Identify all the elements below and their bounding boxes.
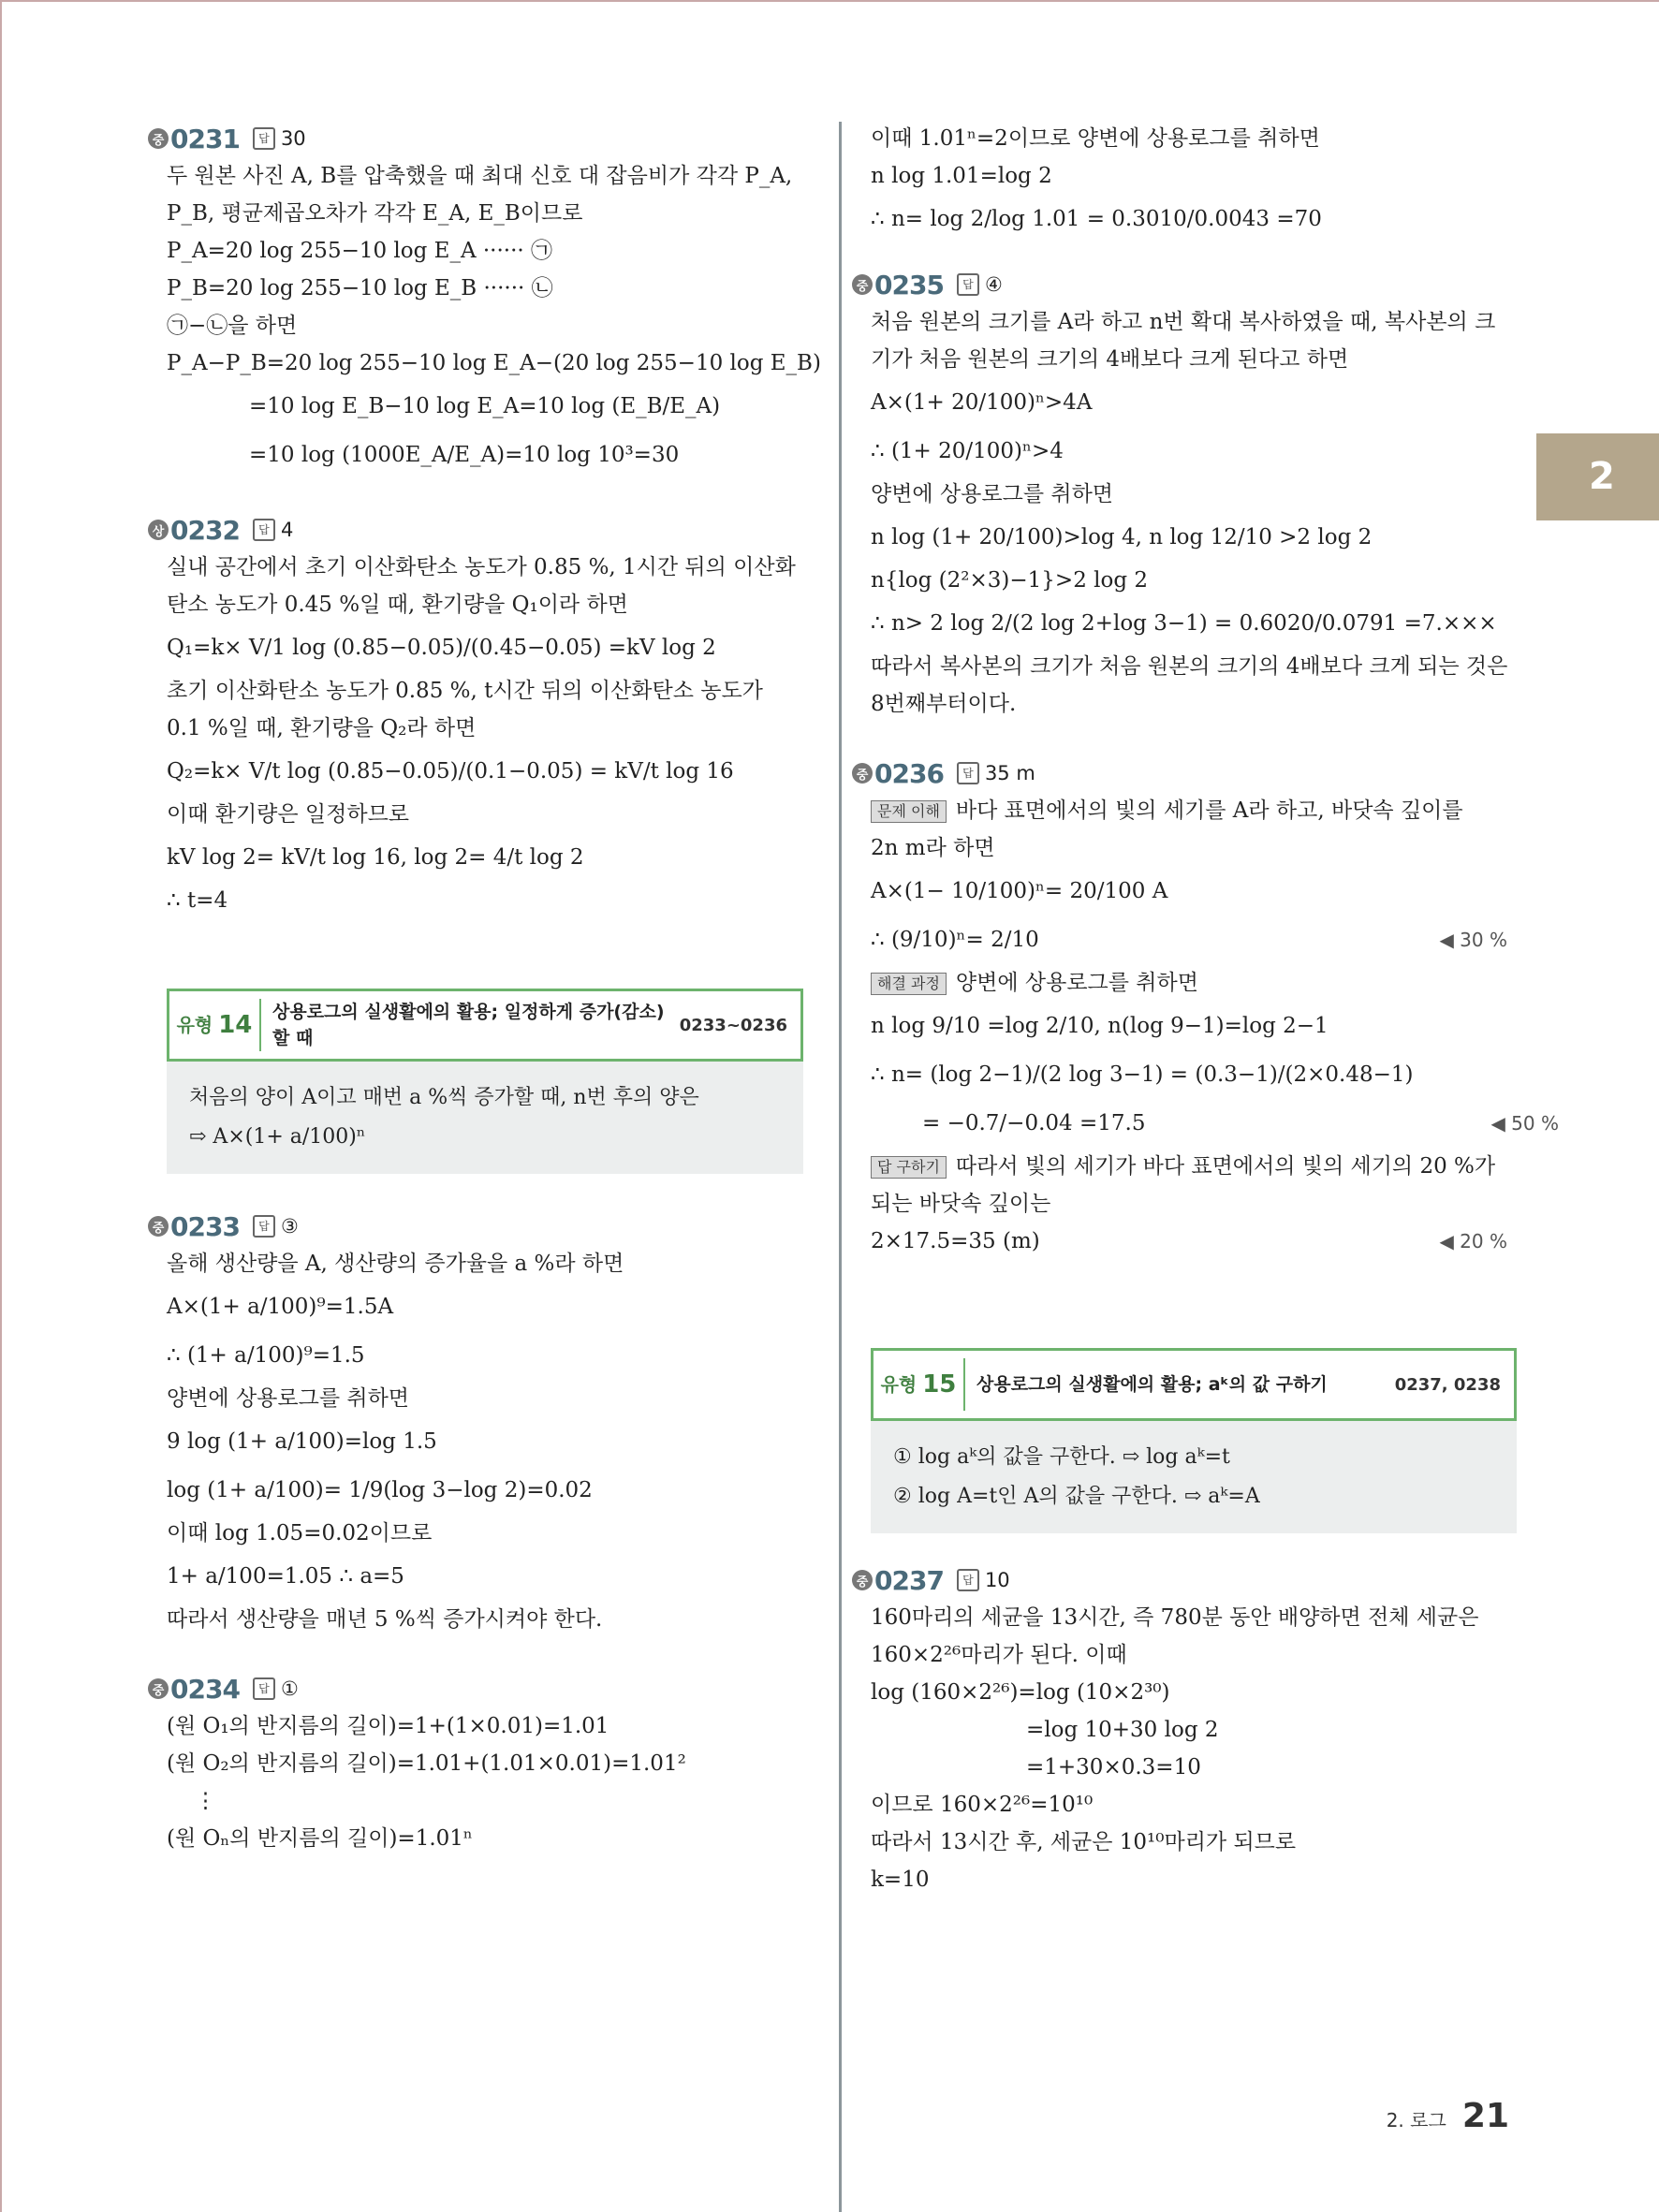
answer-tag: 답 <box>253 127 275 150</box>
solution-line: =10 log (1000E_A/E_A)=10 log 10³=30 <box>249 443 680 467</box>
page-border-top <box>0 0 1659 2</box>
solution-line: 두 원본 사진 A, B를 압축했을 때 최대 신호 대 잡음비가 각각 P_A, <box>167 164 793 188</box>
solution-line: k=10 <box>871 1868 930 1892</box>
type-title: 상용로그의 실생활에의 활용; 일정하게 증가(감소)할 때 <box>272 1002 665 1048</box>
answer-value: 30 <box>280 127 306 150</box>
solution-line: 1+ a/100=1.05 ∴ a=5 <box>167 1564 404 1589</box>
problem-number: 0232 <box>170 514 240 546</box>
solution-line: 따라서 13시간 후, 세균은 10¹⁰마리가 되므로 <box>871 1830 1297 1854</box>
solution-line: 8번째부터이다. <box>871 692 1017 716</box>
difficulty-badge: 중 <box>148 1216 169 1237</box>
difficulty-badge: 중 <box>148 128 169 149</box>
problem-header <box>852 1561 1517 1599</box>
solution-line: 실내 공간에서 초기 이산화탄소 농도가 0.85 %, 1시간 뒤의 이산화 <box>167 555 796 579</box>
solution-line: 160×2²⁶마리가 된다. 이때 <box>871 1643 1127 1667</box>
solution-line: 문제 이해 바다 표면에서의 빛의 세기를 A라 하고, 바닷속 깊이를 <box>871 792 1517 829</box>
type-title: 상용로그의 실생활에의 활용; aᵏ의 값 구하기 <box>976 1374 1328 1395</box>
problem-0236 <box>852 754 1559 1260</box>
problem-header <box>852 266 1517 303</box>
score-percent: ◀ 50 % <box>1490 1112 1559 1135</box>
solution-line: n log 9/10 =log 2/10, n(log 9−1)=log 2−1 <box>871 1014 1329 1038</box>
answer-tag: 답 <box>253 1677 275 1700</box>
solution-line: 0.1 %일 때, 환기량을 Q₂라 하면 <box>167 716 477 740</box>
solution-line: (원 O₁의 반지름의 길이)=1+(1×0.01)=1.01 <box>167 1714 609 1738</box>
solution-line: ⋮ <box>195 1789 216 1813</box>
type-desc-line: ① log aᵏ의 값을 구한다. ⇨ log aᵏ=t <box>893 1445 1230 1469</box>
solution-line: 이때 1.01ⁿ=2이므로 양변에 상용로그를 취하면 <box>871 126 1320 151</box>
solution-line: 160마리의 세균을 13시간, 즉 780분 동안 배양하면 전체 세균은 <box>871 1605 1479 1630</box>
answer-value: 4 <box>280 519 294 541</box>
solution-line: (원 Oₙ의 반지름의 길이)=1.01ⁿ <box>167 1826 473 1851</box>
solution-line: 양변에 상용로그를 취하면 <box>871 482 1114 506</box>
solution-line: ∴ n= log 2/log 1.01 = 0.3010/0.0043 =70 <box>871 207 1322 231</box>
solution-line: 9 log (1+ a/100)=log 1.5 <box>167 1429 437 1454</box>
type-range: 0233~0236 <box>679 1015 787 1035</box>
solution-line: n{log (2²×3)−1}>2 log 2 <box>871 568 1149 593</box>
solution-line: 올해 생산량을 A, 생산량의 증가율을 a %라 하면 <box>167 1252 624 1276</box>
problem-number: 0234 <box>170 1673 240 1705</box>
difficulty-badge: 중 <box>852 1570 873 1590</box>
type-desc-line: ② log A=t인 A의 값을 구한다. ⇨ aᵏ=A <box>893 1485 1260 1508</box>
answer-value: ① <box>280 1677 299 1700</box>
column-divider <box>839 122 842 2212</box>
solution-line: 이때 환기량은 일정하므로 <box>167 802 410 827</box>
solution-line: 탄소 농도가 0.45 %일 때, 환기량을 Q₁이라 하면 <box>167 593 628 617</box>
solution-line: =1+30×0.3=10 <box>1026 1755 1201 1780</box>
solution-line: ∴ (1+ a/100)⁹=1.5 <box>167 1343 365 1368</box>
problem-header <box>148 511 803 549</box>
problem-header <box>852 754 1517 792</box>
solution-line: 2×17.5=35 (m) ◀ 20 % <box>871 1223 1517 1260</box>
problem-0231 <box>148 120 821 479</box>
solution-line: 초기 이산화탄소 농도가 0.85 %, t시간 뒤의 이산화탄소 농도가 <box>167 679 763 703</box>
solution-line: P_A=20 log 255−10 log E_A ······ ㉠ <box>167 239 553 263</box>
answer-value: ③ <box>280 1215 299 1238</box>
problem-0235 <box>852 266 1517 723</box>
solution-line: Q₁=k× V/1 log (0.85−0.05)/(0.45−0.05) =kV log 2 <box>167 636 716 660</box>
solution-line: 따라서 생산량을 매년 5 %씩 증가시켜야 한다. <box>167 1607 603 1632</box>
solution-line: kV log 2= kV/t log 16, log 2= 4/t log 2 <box>167 845 584 870</box>
page-footer <box>1387 2097 1509 2135</box>
solution-line: ∴ n= (log 2−1)/(2 log 3−1) = (0.3−1)/(2×0.48−1) <box>871 1062 1414 1087</box>
solution-line: A×(1+ 20/100)ⁿ>4A <box>871 390 1093 415</box>
step-tag-process: 해결 과정 <box>871 973 947 995</box>
solution-line: A×(1− 10/100)ⁿ= 20/100 A <box>871 879 1168 903</box>
solution-line: log (160×2²⁶)=log (10×2³⁰) <box>871 1680 1170 1705</box>
difficulty-badge: 중 <box>852 274 873 295</box>
solution-line: 2n m라 하면 <box>871 836 995 860</box>
answer-tag: 답 <box>253 519 275 541</box>
solution-line: 따라서 복사본의 크기가 처음 원본의 크기의 4배보다 크게 되는 것은 <box>871 654 1508 679</box>
answer-tag: 답 <box>957 1569 979 1591</box>
problem-0234 <box>148 1670 803 1857</box>
answer-tag: 답 <box>957 273 979 296</box>
solution-line: =log 10+30 log 2 <box>1026 1718 1219 1742</box>
solution-line: (원 O₂의 반지름의 길이)=1.01+(1.01×0.01)=1.01² <box>167 1751 686 1776</box>
solution-line: ∴ t=4 <box>167 888 228 913</box>
score-percent: ◀ 20 % <box>1439 1230 1507 1252</box>
left-column <box>148 120 821 1889</box>
answer-tag: 답 <box>957 762 979 784</box>
problem-0233 <box>148 1208 803 1638</box>
type-14-description <box>167 1062 803 1174</box>
step-tag-understand: 문제 이해 <box>871 800 947 823</box>
problem-number: 0237 <box>874 1564 944 1596</box>
solution-line: ㉠−㉡을 하면 <box>167 314 298 338</box>
step-tag-answer: 답 구하기 <box>871 1156 947 1179</box>
solution-line: n log (1+ 20/100)>log 4, n log 12/10 >2 log 2 <box>871 525 1373 549</box>
score-percent: ◀ 30 % <box>1439 929 1507 951</box>
problem-number: 0235 <box>874 269 944 300</box>
difficulty-badge: 상 <box>148 520 169 540</box>
type-desc-line: ⇨ A×(1+ a/100)ⁿ <box>189 1125 366 1149</box>
type-14-header <box>167 989 803 1062</box>
solution-line: 처음 원본의 크기를 A라 하고 n번 확대 복사하였을 때, 복사본의 크 <box>871 310 1496 334</box>
problem-header <box>148 1670 803 1707</box>
problem-header <box>148 1208 803 1245</box>
solution-line: Q₂=k× V/t log (0.85−0.05)/(0.1−0.05) = kV/t log 16 <box>167 759 734 784</box>
solution-line: 양변에 상용로그를 취하면 <box>167 1386 410 1411</box>
difficulty-badge: 중 <box>852 763 873 784</box>
type-range: 0237, 0238 <box>1394 1374 1501 1395</box>
solution-line: =10 log E_B−10 log E_A=10 log (E_B/E_A) <box>249 394 721 418</box>
problem-number: 0233 <box>170 1210 240 1242</box>
page-border-left <box>0 0 2 2212</box>
answer-value: ④ <box>984 273 1003 296</box>
type-desc-line: 처음의 양이 A이고 매번 a %씩 증가할 때, n번 후의 양은 <box>189 1086 699 1109</box>
type-15-header <box>871 1348 1517 1421</box>
type-label: 유형 14 <box>169 999 261 1051</box>
solution-line: 이므로 160×2²⁶=10¹⁰ <box>871 1793 1094 1817</box>
solution-line: A×(1+ a/100)⁹=1.5A <box>167 1295 394 1319</box>
type-label: 유형 15 <box>874 1358 965 1411</box>
problem-number: 0236 <box>874 757 944 789</box>
difficulty-badge: 중 <box>148 1678 169 1699</box>
solution-line: log (1+ a/100)= 1/9(log 3−log 2)=0.02 <box>167 1478 593 1502</box>
problem-0234-continued <box>852 120 1517 243</box>
solution-line: n log 1.01=log 2 <box>871 164 1052 188</box>
solution-line: P_A−P_B=20 log 255−10 log E_A−(20 log 255−10 log E_B) <box>167 351 821 375</box>
answer-value: 10 <box>984 1569 1010 1591</box>
solution-line: 기가 처음 원본의 크기의 4배보다 크게 된다고 하면 <box>871 347 1349 372</box>
type-15-description <box>871 1421 1517 1533</box>
solution-line: = −0.7/−0.04 =17.5 ◀ 50 % <box>922 1099 1517 1148</box>
answer-tag: 답 <box>253 1215 275 1238</box>
solution-line: 이때 log 1.05=0.02이므로 <box>167 1521 433 1545</box>
solution-line: ∴ (9/10)ⁿ= 2/10 ◀ 30 % <box>871 916 1517 964</box>
problem-header <box>148 120 803 157</box>
chapter-label: 2. 로그 <box>1386 2109 1446 2131</box>
problem-number: 0231 <box>170 123 240 154</box>
chapter-side-tab: 2 <box>1536 433 1659 520</box>
solution-line: ∴ n> 2 log 2/(2 log 2+log 3−1) = 0.6020/0.0791 =7.××× <box>871 611 1497 636</box>
right-column <box>852 120 1559 1930</box>
solution-line: 되는 바닷속 깊이는 <box>871 1192 1051 1216</box>
solution-line: 해결 과정 양변에 상용로그를 취하면 <box>871 964 1517 1002</box>
solution-line: ∴ (1+ 20/100)ⁿ>4 <box>871 439 1064 463</box>
problem-0232 <box>148 511 803 919</box>
solution-line: P_B=20 log 255−10 log E_B ······ ㉡ <box>167 276 553 300</box>
page-number: 21 <box>1461 2097 1509 2135</box>
solution-line: P_B, 평균제곱오차가 각각 E_A, E_B이므로 <box>167 201 583 226</box>
answer-value: 35 m <box>984 762 1035 784</box>
problem-0237 <box>852 1561 1517 1898</box>
solution-line: 답 구하기 따라서 빛의 세기가 바다 표면에서의 빛의 세기의 20 %가 <box>871 1148 1517 1185</box>
